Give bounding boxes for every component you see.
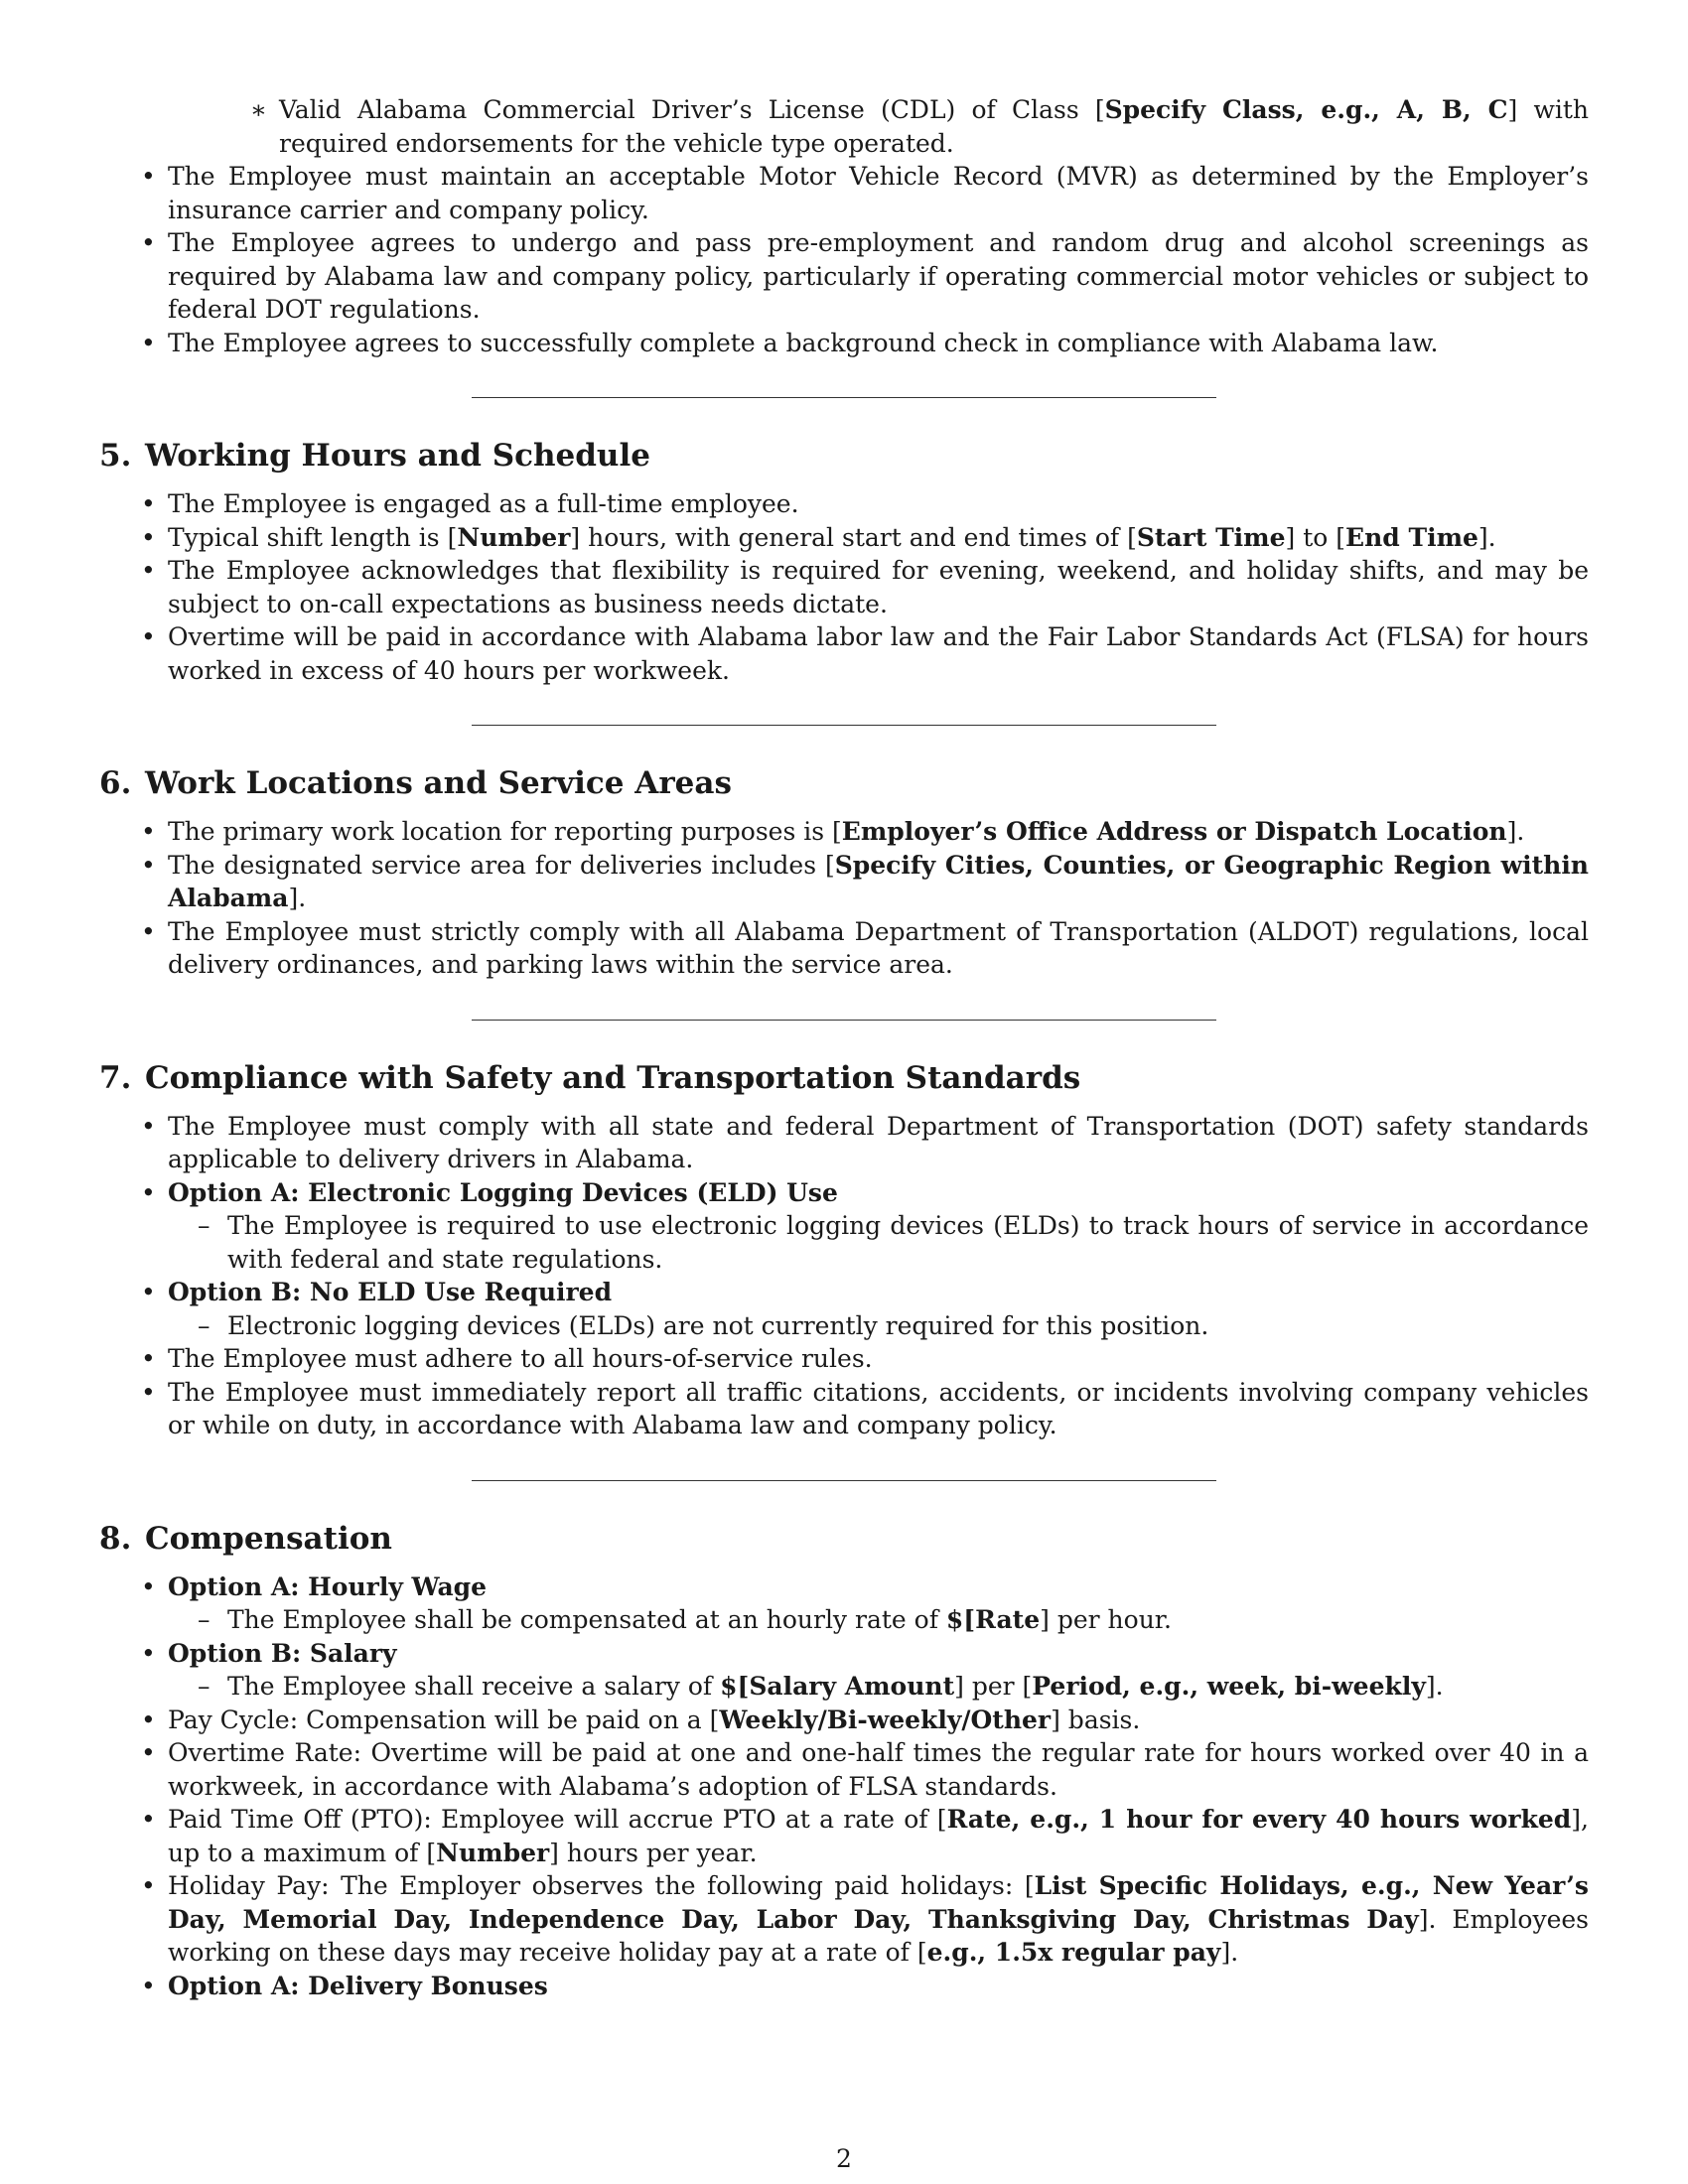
- section-heading-8: 8. Compensation: [99, 1520, 392, 1557]
- section-heading-6: 6. Work Locations and Service Areas: [99, 765, 732, 801]
- list-item: • The Employee must comply with all state and federal Department of Transportation (DOT) safety standards applicable to delivery drivers in Alabama.: [141, 1111, 1589, 1173]
- list-item: • The Employee must strictly comply with all Alabama Department of Transportation (ALDOT) regulations, local delivery ordinances, and parking laws within the service area.: [141, 916, 1589, 979]
- bullet-icon: •: [141, 556, 156, 585]
- list-item: ∗ Valid Alabama Commercial Driver’s License (CDL) of Class [Specify Class, e.g., A, B, C] with required endorsements for the vehicle type operated.: [250, 95, 1589, 158]
- list-item: • The Employee agrees to successfully complete a background check in compliance with Alabama law.: [168, 327, 1589, 360]
- section-heading-7: 7. Compliance with Safety and Transportation Standards: [99, 1059, 1081, 1096]
- dash-bullet-icon: –: [198, 1605, 211, 1634]
- section-divider: [472, 725, 1216, 726]
- sub-list-item: – Electronic logging devices (ELDs) are not currently required for this position.: [227, 1309, 1589, 1343]
- bullet-icon: •: [141, 162, 156, 191]
- continued-list: [99, 93, 1589, 359]
- bullet-icon: •: [141, 1177, 156, 1207]
- bullet-icon: •: [141, 916, 156, 946]
- section-heading-5: 5. Working Hours and Schedule: [99, 438, 650, 474]
- list-item: • Paid Time Off (PTO): Employee will accrue PTO at a rate of [Rate, e.g., 1 hour for every 40 hours worked], up to a maximum of [Number] hours per year.: [141, 1805, 1589, 1867]
- asterisk-bullet-icon: ∗: [250, 95, 267, 124]
- bullet-icon: •: [141, 1971, 156, 2000]
- dash-bullet-icon: –: [198, 1672, 211, 1701]
- bullet-icon: •: [141, 1344, 156, 1373]
- bullet-icon: •: [141, 328, 156, 357]
- section-divider: [472, 397, 1216, 398]
- sub-list-item: – The Employee shall be compensated at an hourly rate of $[Rate] per hour.: [227, 1603, 1589, 1637]
- bullet-icon: •: [141, 1738, 156, 1767]
- bullet-icon: •: [141, 1111, 156, 1141]
- dash-bullet-icon: –: [198, 1211, 211, 1240]
- list-item: • The Employee must adhere to all hours-of-service rules.: [168, 1342, 1589, 1376]
- list-item: • The Employee must immediately report all traffic citations, accidents, or incidents involving company vehicles or while on duty, in accordance with Alabama law and company policy.: [141, 1377, 1589, 1439]
- bullet-icon: •: [141, 489, 156, 518]
- bullet-icon: •: [141, 228, 156, 257]
- list-item: • The Employee is engaged as a full-time employee.: [168, 487, 1589, 521]
- list-item: • Option A: Electronic Logging Devices (ELD) Use: [168, 1176, 1589, 1210]
- bullet-icon: •: [141, 850, 156, 880]
- section-divider: [472, 1020, 1216, 1021]
- section-divider: [472, 1480, 1216, 1481]
- list-item: • Typical shift length is [Number] hours, with general start and end times of [Start Time] to [End Time].: [168, 521, 1589, 555]
- bullet-icon: •: [141, 817, 156, 846]
- bullet-icon: •: [141, 622, 156, 651]
- list-item: • Option B: Salary: [168, 1637, 1589, 1671]
- document-page: [99, 93, 1589, 2002]
- list-item: • The Employee must maintain an acceptable Motor Vehicle Record (MVR) as determined by the Employer’s insurance carrier and company policy.: [141, 162, 1589, 224]
- sub-list-item: – The Employee is required to use electronic logging devices (ELDs) to track hours of service in accordance with federal and state regulations.: [198, 1211, 1589, 1274]
- bullet-icon: •: [141, 1638, 156, 1668]
- list-item: • Overtime Rate: Overtime will be paid at one and one-half times the regular rate for hours worked over 40 in a workweek, in accordance with Alabama’s adoption of FLSA standards.: [141, 1738, 1589, 1801]
- section-7-list: [99, 1110, 1589, 1442]
- dash-bullet-icon: –: [198, 1310, 211, 1340]
- section-8-list: [99, 1570, 1589, 2003]
- section-5-list: [99, 487, 1589, 687]
- page-number: 2: [836, 2144, 852, 2173]
- bullet-icon: •: [141, 1871, 156, 1900]
- list-item: • Option B: No ELD Use Required: [168, 1276, 1589, 1309]
- bullet-icon: •: [141, 1571, 156, 1601]
- sub-list-item: – The Employee shall receive a salary of $[Salary Amount] per [Period, e.g., week, bi-weekly].: [227, 1670, 1589, 1704]
- list-item: • Pay Cycle: Compensation will be paid on a [Weekly/Bi-weekly/Other] basis.: [168, 1704, 1589, 1737]
- list-item: • Option A: Delivery Bonuses: [168, 1970, 1589, 2003]
- list-item: • The designated service area for deliveries includes [Specify Cities, Counties, or Geographic Region within Alabama].: [141, 850, 1589, 912]
- list-item: • Holiday Pay: The Employer observes the following paid holidays: [List Specific Holidays, e.g., New Year’s Day, Memorial Day, Independence Day, Labor Day, Thanksgiving Day, Christmas Day]. Employees working on these days may receive holiday pay at a rate of [e.g., 1.5x regular pay].: [141, 1871, 1590, 1967]
- bullet-icon: •: [141, 1805, 156, 1834]
- bullet-icon: •: [141, 1377, 156, 1407]
- list-item: • Option A: Hourly Wage: [168, 1570, 1589, 1604]
- bullet-icon: •: [141, 522, 156, 552]
- section-6-list: [99, 815, 1589, 982]
- list-item: • The Employee acknowledges that flexibility is required for evening, weekend, and holiday shifts, and may be subject to on-call expectations as business needs dictate.: [141, 556, 1589, 618]
- bullet-icon: •: [141, 1705, 156, 1734]
- list-item: • Overtime will be paid in accordance with Alabama labor law and the Fair Labor Standards Act (FLSA) for hours worked in excess of 40 hours per workweek.: [141, 622, 1589, 685]
- bullet-icon: •: [141, 1278, 156, 1306]
- list-item: • The Employee agrees to undergo and pass pre-employment and random drug and alcohol screenings as required by Alabama law and company policy, particularly if operating commercial motor vehicles or subject to federal DOT regulations.: [141, 228, 1589, 324]
- list-item: • The primary work location for reporting purposes is [Employer’s Office Address or Dispatch Location].: [168, 815, 1589, 849]
